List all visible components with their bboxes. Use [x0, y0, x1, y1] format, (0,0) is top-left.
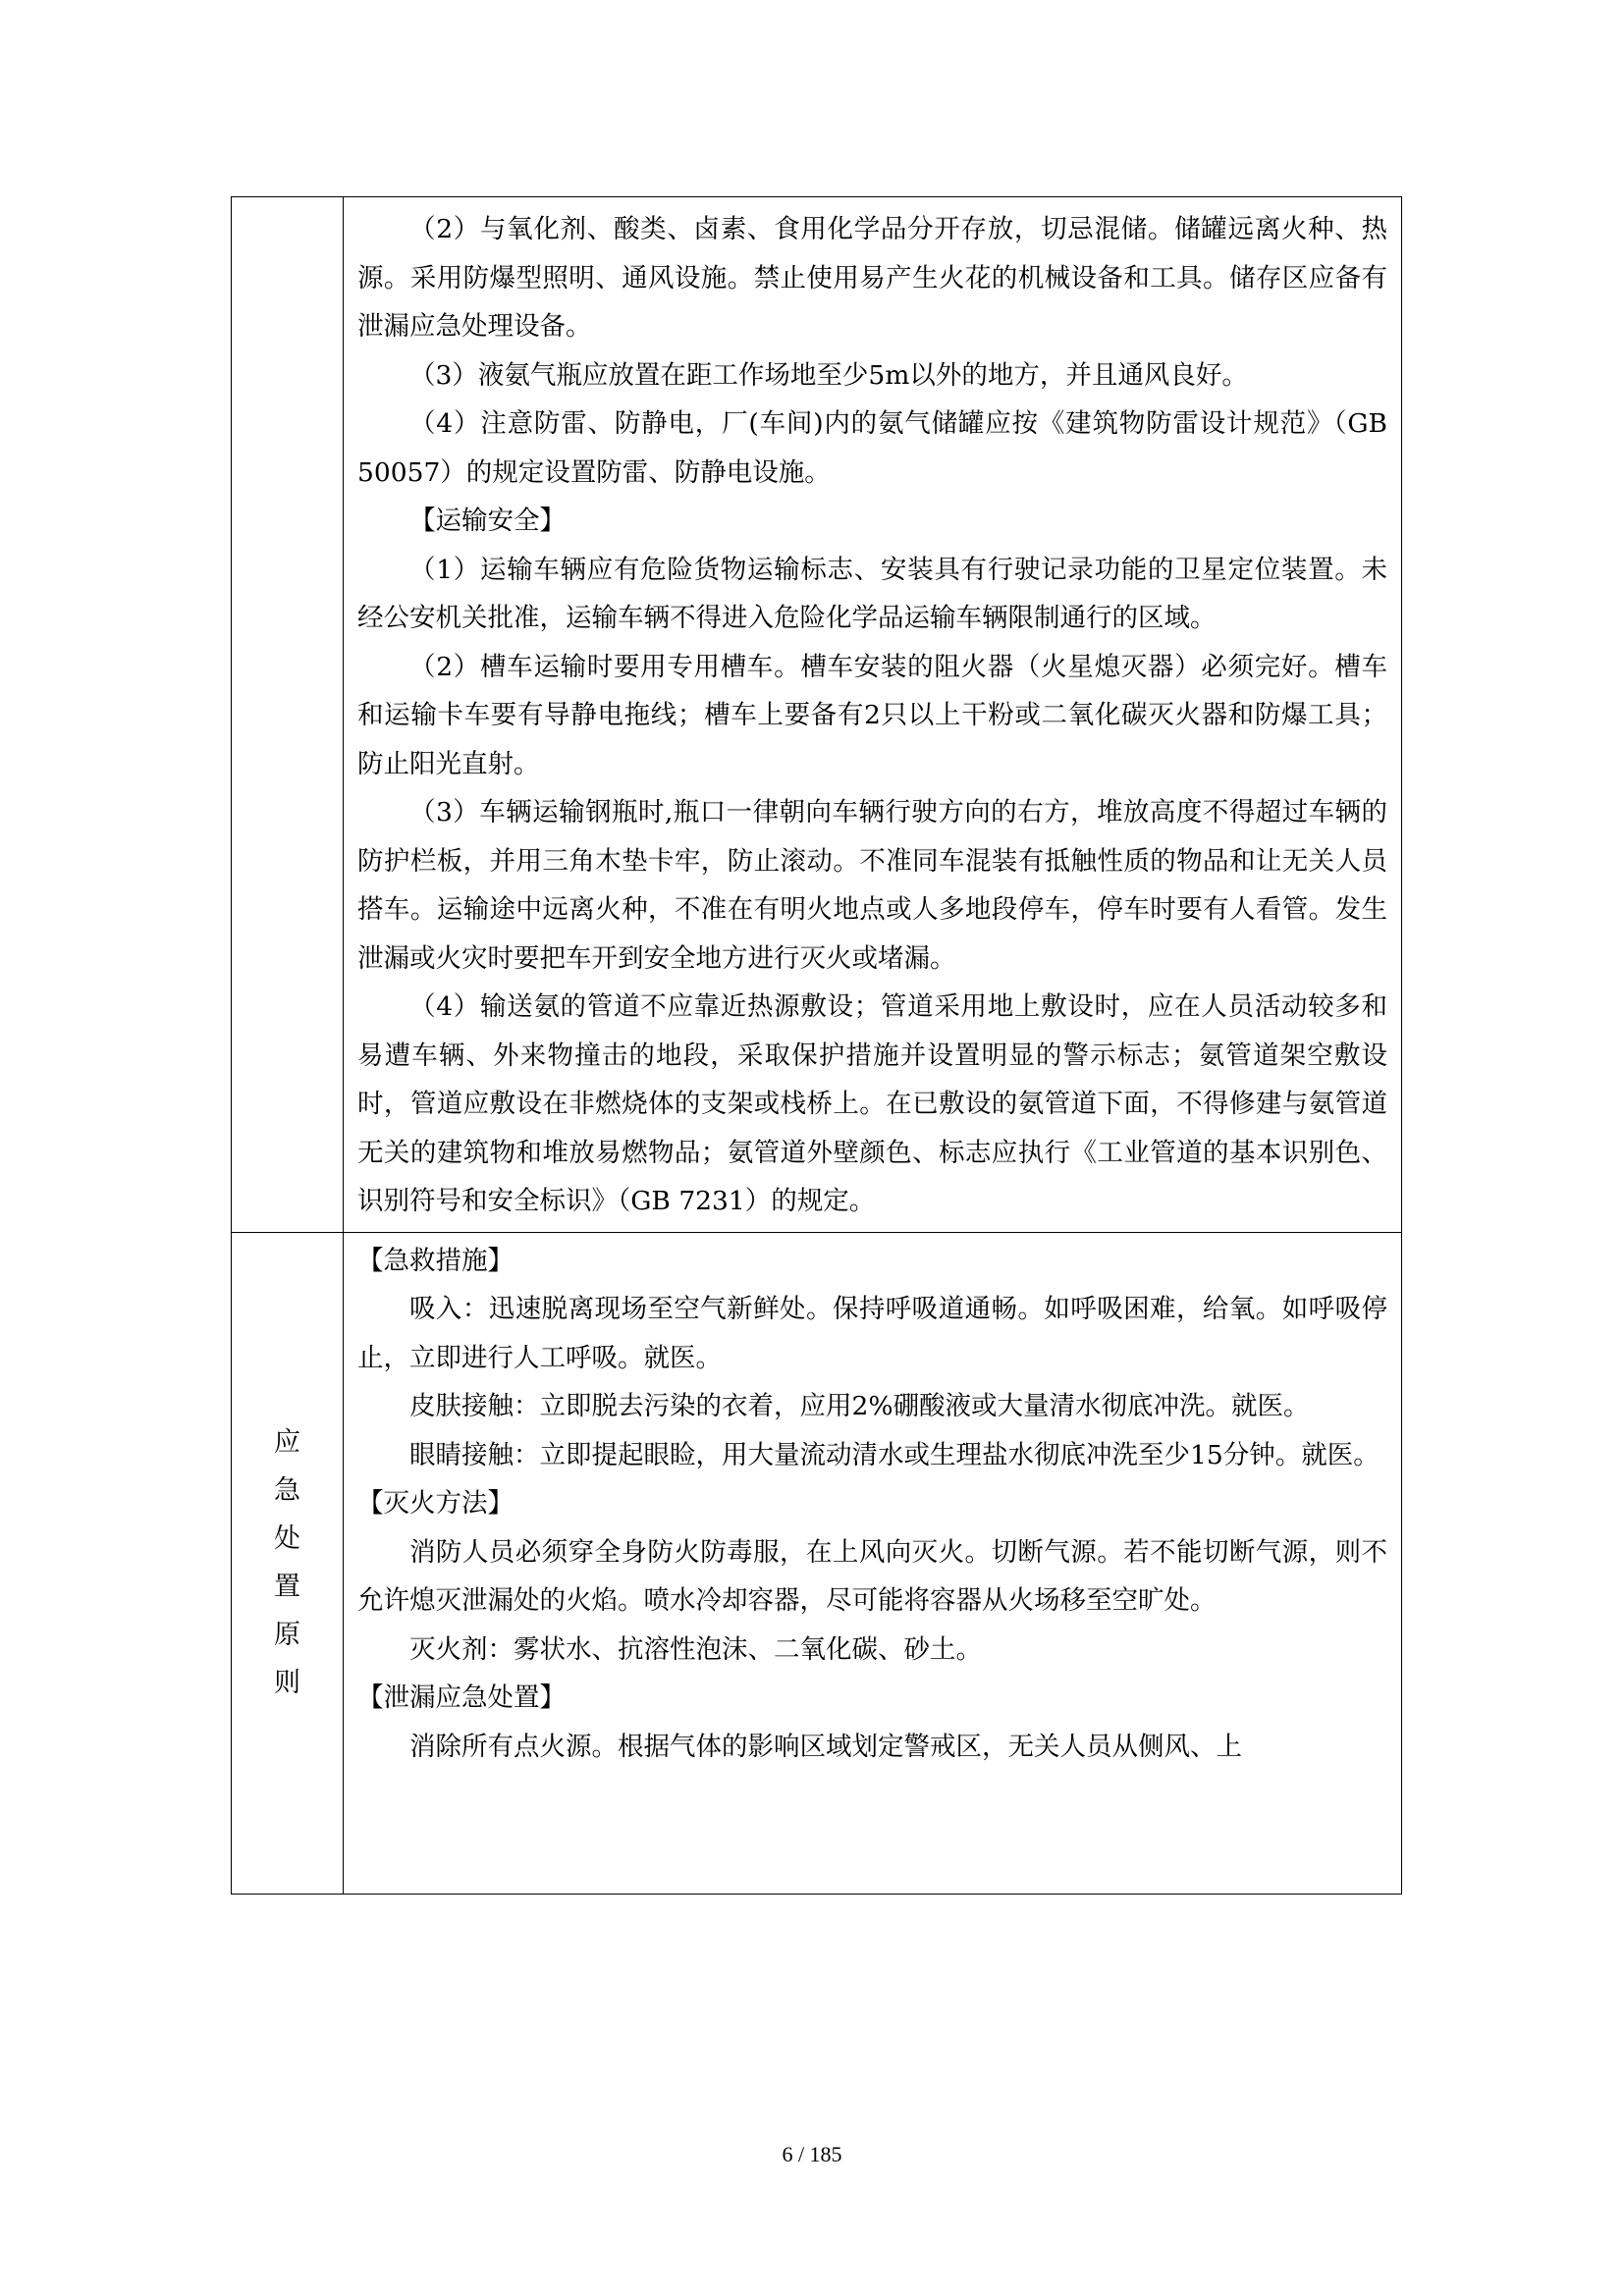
label-char: 则 [274, 1668, 300, 1698]
paragraph: （4）输送氨的管道不应靠近热源敷设；管道采用地上敷设时，应在人员活动较多和易遭车辆、外来物撞击的地段，采取保护措施并设置明显的警示标志；氨管道架空敷设时，管道应敷设在非燃烧体的支架或栈桥上。在已敷设的氨管道下面，不得修建与氨管道无关的建筑物和堆放易燃物品；氨管道外壁颜色、标志应执行《工业管道的基本识别色、识别符号和安全标识》（GB 7231）的规定。 [357, 991, 1387, 1216]
row-content-cell [344, 1232, 1402, 1894]
row-label-cell-empty [232, 197, 344, 1233]
storage-transport-text [344, 197, 1401, 1232]
paragraph: 灭火剂：雾状水、抗溶性泡沫、二氧化碳、砂土。 [409, 1633, 982, 1665]
label-char: 应 [274, 1427, 300, 1458]
page-number: 6 / 185 [782, 2142, 842, 2166]
emergency-principles-label [273, 1418, 302, 1707]
paragraph: （3）液氨气瓶应放置在距工作场地至少5m以外的地方，并且通风良好。 [409, 359, 1248, 391]
paragraph: （4）注意防雷、防静电，厂(车间)内的氨气储罐应按《建筑物防雷设计规范》（GB 50057）的规定设置防雷、防静电设施。 [357, 408, 1387, 488]
paragraph: （2）与氧化剂、酸类、卤素、食用化学品分开存放，切忌混储。储罐远离火种、热源。采用防爆型照明、通风设施。禁止使用易产生火花的机械设备和工具。储存区应备有泄漏应急处理设备。 [357, 214, 1387, 342]
paragraph: 消除所有点火源。根据气体的影响区域划定警戒区，无关人员从侧风、上 [409, 1731, 1242, 1762]
row-content-cell [344, 197, 1402, 1233]
section-heading: 【运输安全】 [409, 506, 566, 536]
section-heading: 【急救措施】 [357, 1245, 514, 1276]
row-label-cell [232, 1232, 344, 1894]
table-row-emergency [232, 1232, 1402, 1894]
paragraph: 消防人员必须穿全身防火防毒服，在上风向灭火。切断气源。若不能切断气源，则不允许熄灭泄漏处的火焰。喷水冷却容器，尽可能将容器从火场移至空旷处。 [357, 1536, 1387, 1616]
section-heading: 【泄漏应急处置】 [357, 1682, 566, 1713]
label-char: 急 [274, 1475, 300, 1506]
paragraph: 眼睛接触：立即提起眼睑，用大量流动清水或生理盐水彻底冲洗至少15分钟。就医。 [409, 1439, 1380, 1470]
section-heading: 【灭火方法】 [357, 1488, 514, 1519]
paragraph: 吸入：迅速脱离现场至空气新鲜处。保持呼吸道通畅。如呼吸困难，给氧。如呼吸停止，立即进行人工呼吸。就医。 [357, 1294, 1387, 1373]
table-row-storage-transport [232, 197, 1402, 1233]
label-char: 处 [274, 1523, 300, 1554]
emergency-text [344, 1233, 1401, 1894]
label-char: 置 [274, 1572, 300, 1602]
paragraph: （2）槽车运输时要用专用槽车。槽车安装的阻火器（火星熄灭器）必须完好。槽车和运输卡车要有导静电拖线；槽车上要备有2只以上干粉或二氧化碳灭火器和防爆工具；防止阳光直射。 [357, 651, 1387, 779]
document-table [231, 196, 1402, 1895]
label-char: 原 [274, 1620, 300, 1650]
paragraph: （3）车辆运输钢瓶时,瓶口一律朝向车辆行驶方向的右方，堆放高度不得超过车辆的防护栏板，并用三角木垫卡牢，防止滚动。不准同车混装有抵触性质的物品和让无关人员搭车。运输途中远离火种，不准在有明火地点或人多地段停车，停车时要有人看管。发生泄漏或火灾时要把车开到安全地方进行灭火或堵漏。 [357, 797, 1387, 974]
paragraph: （1）运输车辆应有危险货物运输标志、安装具有行驶记录功能的卫星定位装置。未经公安机关批准，运输车辆不得进入危险化学品运输车辆限制通行的区域。 [357, 554, 1387, 633]
paragraph: 皮肤接触：立即脱去污染的衣着，应用2%硼酸液或大量清水彻底冲洗。就医。 [409, 1391, 1310, 1421]
